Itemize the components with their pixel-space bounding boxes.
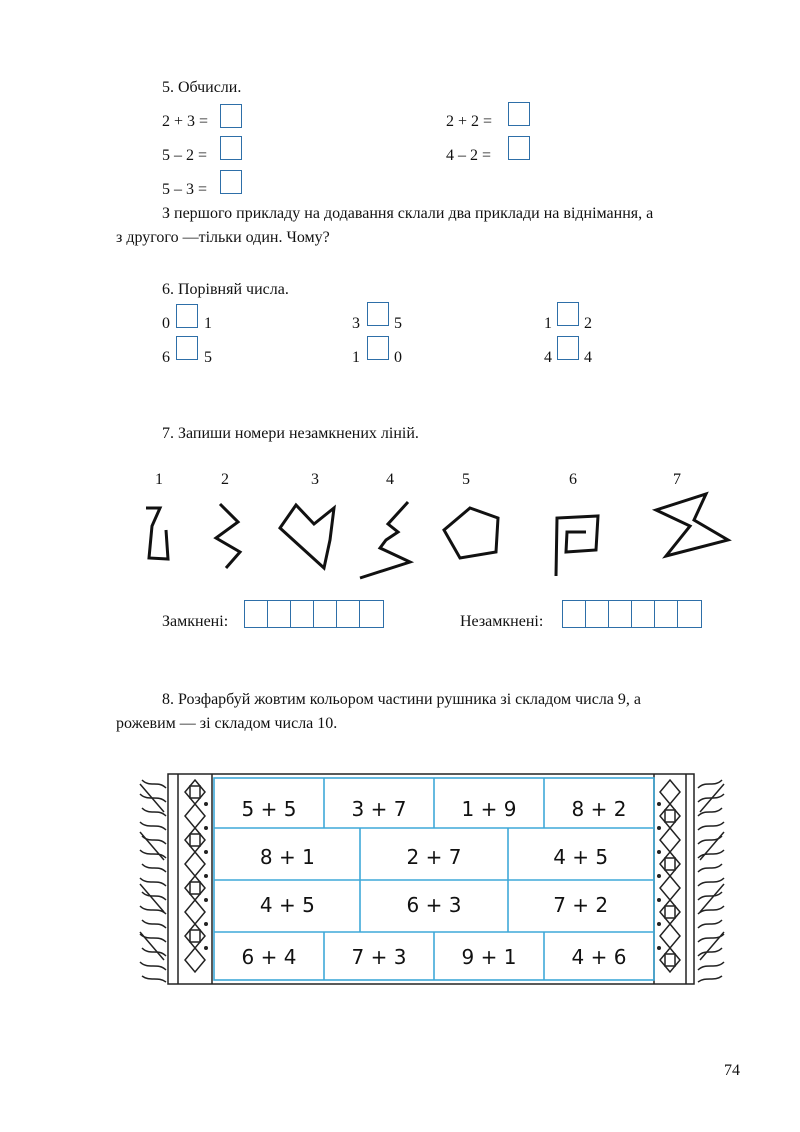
compare-right: 5: [204, 349, 212, 366]
compare-left: 6: [162, 349, 170, 366]
towel-cell[interactable]: 4 + 5: [259, 893, 315, 917]
left-fringe: [140, 780, 166, 982]
towel-cell[interactable]: 7 + 2: [553, 893, 609, 917]
task5-expr-1: 2 + 3 =: [162, 113, 209, 130]
towel-row-2: [214, 832, 654, 882]
task5-title: 5. Обчисли.: [162, 79, 242, 96]
answer-box[interactable]: [508, 102, 530, 126]
task5-expr-3: 5 – 3 =: [162, 181, 208, 198]
answer-box[interactable]: [508, 136, 530, 160]
compare-box[interactable]: [557, 302, 579, 326]
compare-right: 1: [204, 315, 212, 332]
closed-label: Замкнені:: [162, 613, 229, 630]
open-label: Незамкнені:: [460, 613, 544, 630]
line-number: 3: [311, 471, 319, 488]
left-diamonds: [185, 780, 205, 972]
line-number: 1: [155, 471, 163, 488]
compare-left: 4: [544, 349, 552, 366]
line-6: [556, 516, 598, 576]
towel-row-4: [214, 932, 654, 982]
compare-box[interactable]: [176, 304, 198, 328]
task5-expr-4: 2 + 2 =: [446, 113, 493, 130]
task5-expr-2: 5 – 2 =: [162, 147, 208, 164]
line-number: 2: [221, 471, 229, 488]
compare-box[interactable]: [557, 336, 579, 360]
compare-left: 1: [352, 349, 360, 366]
task6-title: 6. Порівняй числа.: [162, 281, 289, 298]
towel-cell[interactable]: 4 + 6: [571, 945, 627, 969]
task7-title: 7. Запиши номери незамкнених ліній.: [162, 425, 419, 442]
towel-cell[interactable]: 9 + 1: [461, 945, 517, 969]
task5-question-line2: з другого —тільки один. Чому?: [116, 229, 330, 246]
open-answer-cells[interactable]: [562, 600, 702, 628]
towel-cell[interactable]: 6 + 3: [406, 893, 462, 917]
task8-line1: 8. Розфарбуй жовтим кольором частини рушника зі складом числа 9, а: [162, 691, 641, 708]
compare-left: 3: [352, 315, 360, 332]
towel-cell[interactable]: 2 + 7: [406, 845, 462, 869]
answer-box[interactable]: [220, 170, 242, 194]
towel-cell[interactable]: 1 + 9: [461, 797, 517, 821]
towel-cell[interactable]: 6 + 4: [241, 945, 297, 969]
answer-box[interactable]: [220, 104, 242, 128]
towel-row-1: [214, 784, 654, 834]
line-number: 6: [569, 471, 577, 488]
line-number: 5: [462, 471, 470, 488]
compare-right: 0: [394, 349, 402, 366]
compare-right: 5: [394, 315, 402, 332]
towel-cell[interactable]: 5 + 5: [241, 797, 297, 821]
task5-expr-5: 4 – 2 =: [446, 147, 492, 164]
towel-cell[interactable]: 8 + 2: [571, 797, 627, 821]
right-fringe: [698, 780, 724, 982]
compare-left: 1: [544, 315, 552, 332]
towel-cell[interactable]: 3 + 7: [351, 797, 407, 821]
line-number: 7: [673, 471, 681, 488]
answer-box[interactable]: [220, 136, 242, 160]
lines-figure: [0, 490, 800, 590]
line-4: [360, 502, 410, 578]
task5-question-line1: З першого прикладу на додавання склали два приклади на віднімання, а: [162, 205, 654, 222]
compare-box[interactable]: [176, 336, 198, 360]
towel-cell[interactable]: 8 + 1: [259, 845, 315, 869]
towel-cell[interactable]: 4 + 5: [553, 845, 609, 869]
towel-row-3: [214, 880, 654, 930]
compare-right: 4: [584, 349, 592, 366]
task8-text: [116, 688, 744, 736]
right-diamonds: [660, 780, 680, 972]
compare-right: 2: [584, 315, 592, 332]
closed-answer-cells[interactable]: [244, 600, 384, 628]
line-number: 4: [386, 471, 394, 488]
compare-box[interactable]: [367, 302, 389, 326]
line-7: [656, 494, 728, 556]
line-2: [216, 504, 240, 568]
line-1: [146, 508, 168, 559]
page-number: 74: [724, 1062, 740, 1079]
compare-left: 0: [162, 315, 170, 332]
compare-box[interactable]: [367, 336, 389, 360]
task8-line2: рожевим — зі складом числа 10.: [116, 715, 338, 732]
line-5: [444, 508, 498, 558]
towel-cell[interactable]: 7 + 3: [351, 945, 407, 969]
task5-question: [116, 202, 744, 250]
line-3: [280, 505, 334, 568]
